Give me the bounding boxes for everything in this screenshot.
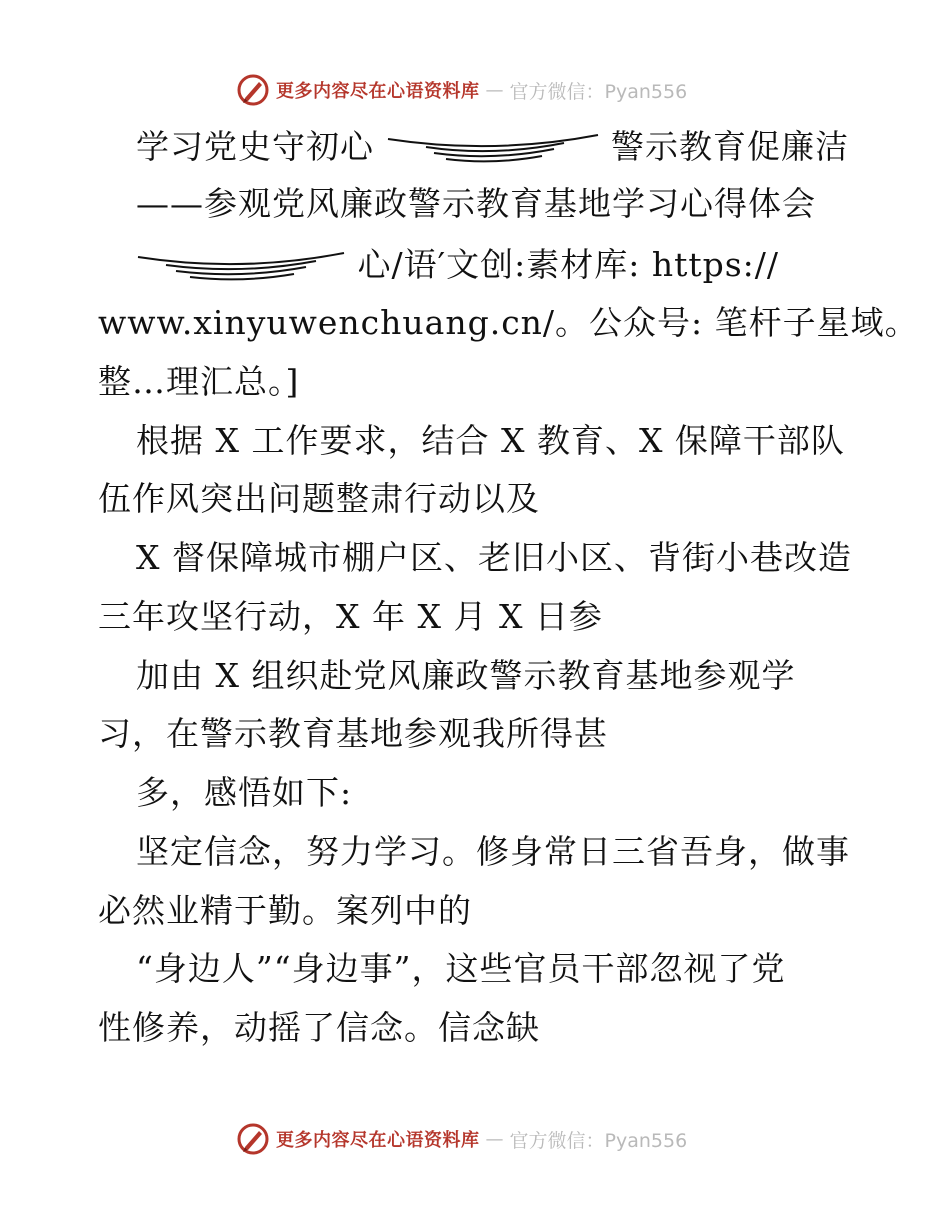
pen-logo-icon — [236, 1122, 270, 1156]
source-line — [136, 242, 779, 286]
body-line: 三年攻坚行动，X 年 X 月 X 日参 — [98, 597, 603, 636]
pen-logo-icon — [236, 73, 270, 107]
body-line: 坚定信念，努力学习。修身常日三省吾身，做事 — [136, 832, 850, 871]
watermark-footer — [236, 1122, 687, 1156]
title-line — [136, 124, 849, 168]
title-part-2: 警示教育促廉洁 — [611, 127, 849, 166]
body-line: 习，在警示教育基地参观我所得甚 — [98, 714, 608, 753]
body-line: “身边人”“身边事”，这些官员干部忽视了党 — [136, 949, 786, 988]
body-line: 必然业精于勤。案列中的 — [98, 891, 472, 930]
body-line: 整…理汇总。] — [98, 362, 300, 401]
body-line: X 督保障城市棚户区、老旧小区、背街小巷改造 — [136, 538, 852, 577]
watermark-dash: — — [485, 79, 504, 101]
watermark-header — [236, 73, 687, 107]
body-line: 加由 X 组织赴党风廉政警示教育基地参观学 — [136, 656, 796, 695]
subtitle-line: ——参观党风廉政警示教育基地学习心得体会 — [136, 184, 816, 223]
body-line: 多，感悟如下: — [136, 773, 353, 812]
swirl-decoration-icon — [386, 129, 600, 165]
source-text: 心/语′文创:素材库: https:// — [357, 245, 780, 284]
title-part-1: 学习党史守初心 — [136, 127, 374, 166]
swirl-decoration-icon — [136, 247, 346, 283]
body-line: 根据 X 工作要求，结合 X 教育、X 保障干部队 — [136, 421, 845, 460]
watermark-site-text: 更多内容尽在心语资料库 — [276, 81, 480, 102]
body-line: 性修养，动摇了信念。信念缺 — [98, 1008, 540, 1047]
watermark-account-text: 官方微信：Pyan556 — [509, 80, 688, 103]
watermark-dash: — — [485, 1128, 504, 1150]
watermark-site-text: 更多内容尽在心语资料库 — [276, 1130, 480, 1151]
body-line: www.xinyuwenchuang.cn/。公众号: 笔杆子星域。 — [98, 303, 919, 342]
body-line: 伍作风突出问题整肃行动以及 — [98, 479, 540, 518]
watermark-account-text: 官方微信：Pyan556 — [509, 1129, 688, 1152]
